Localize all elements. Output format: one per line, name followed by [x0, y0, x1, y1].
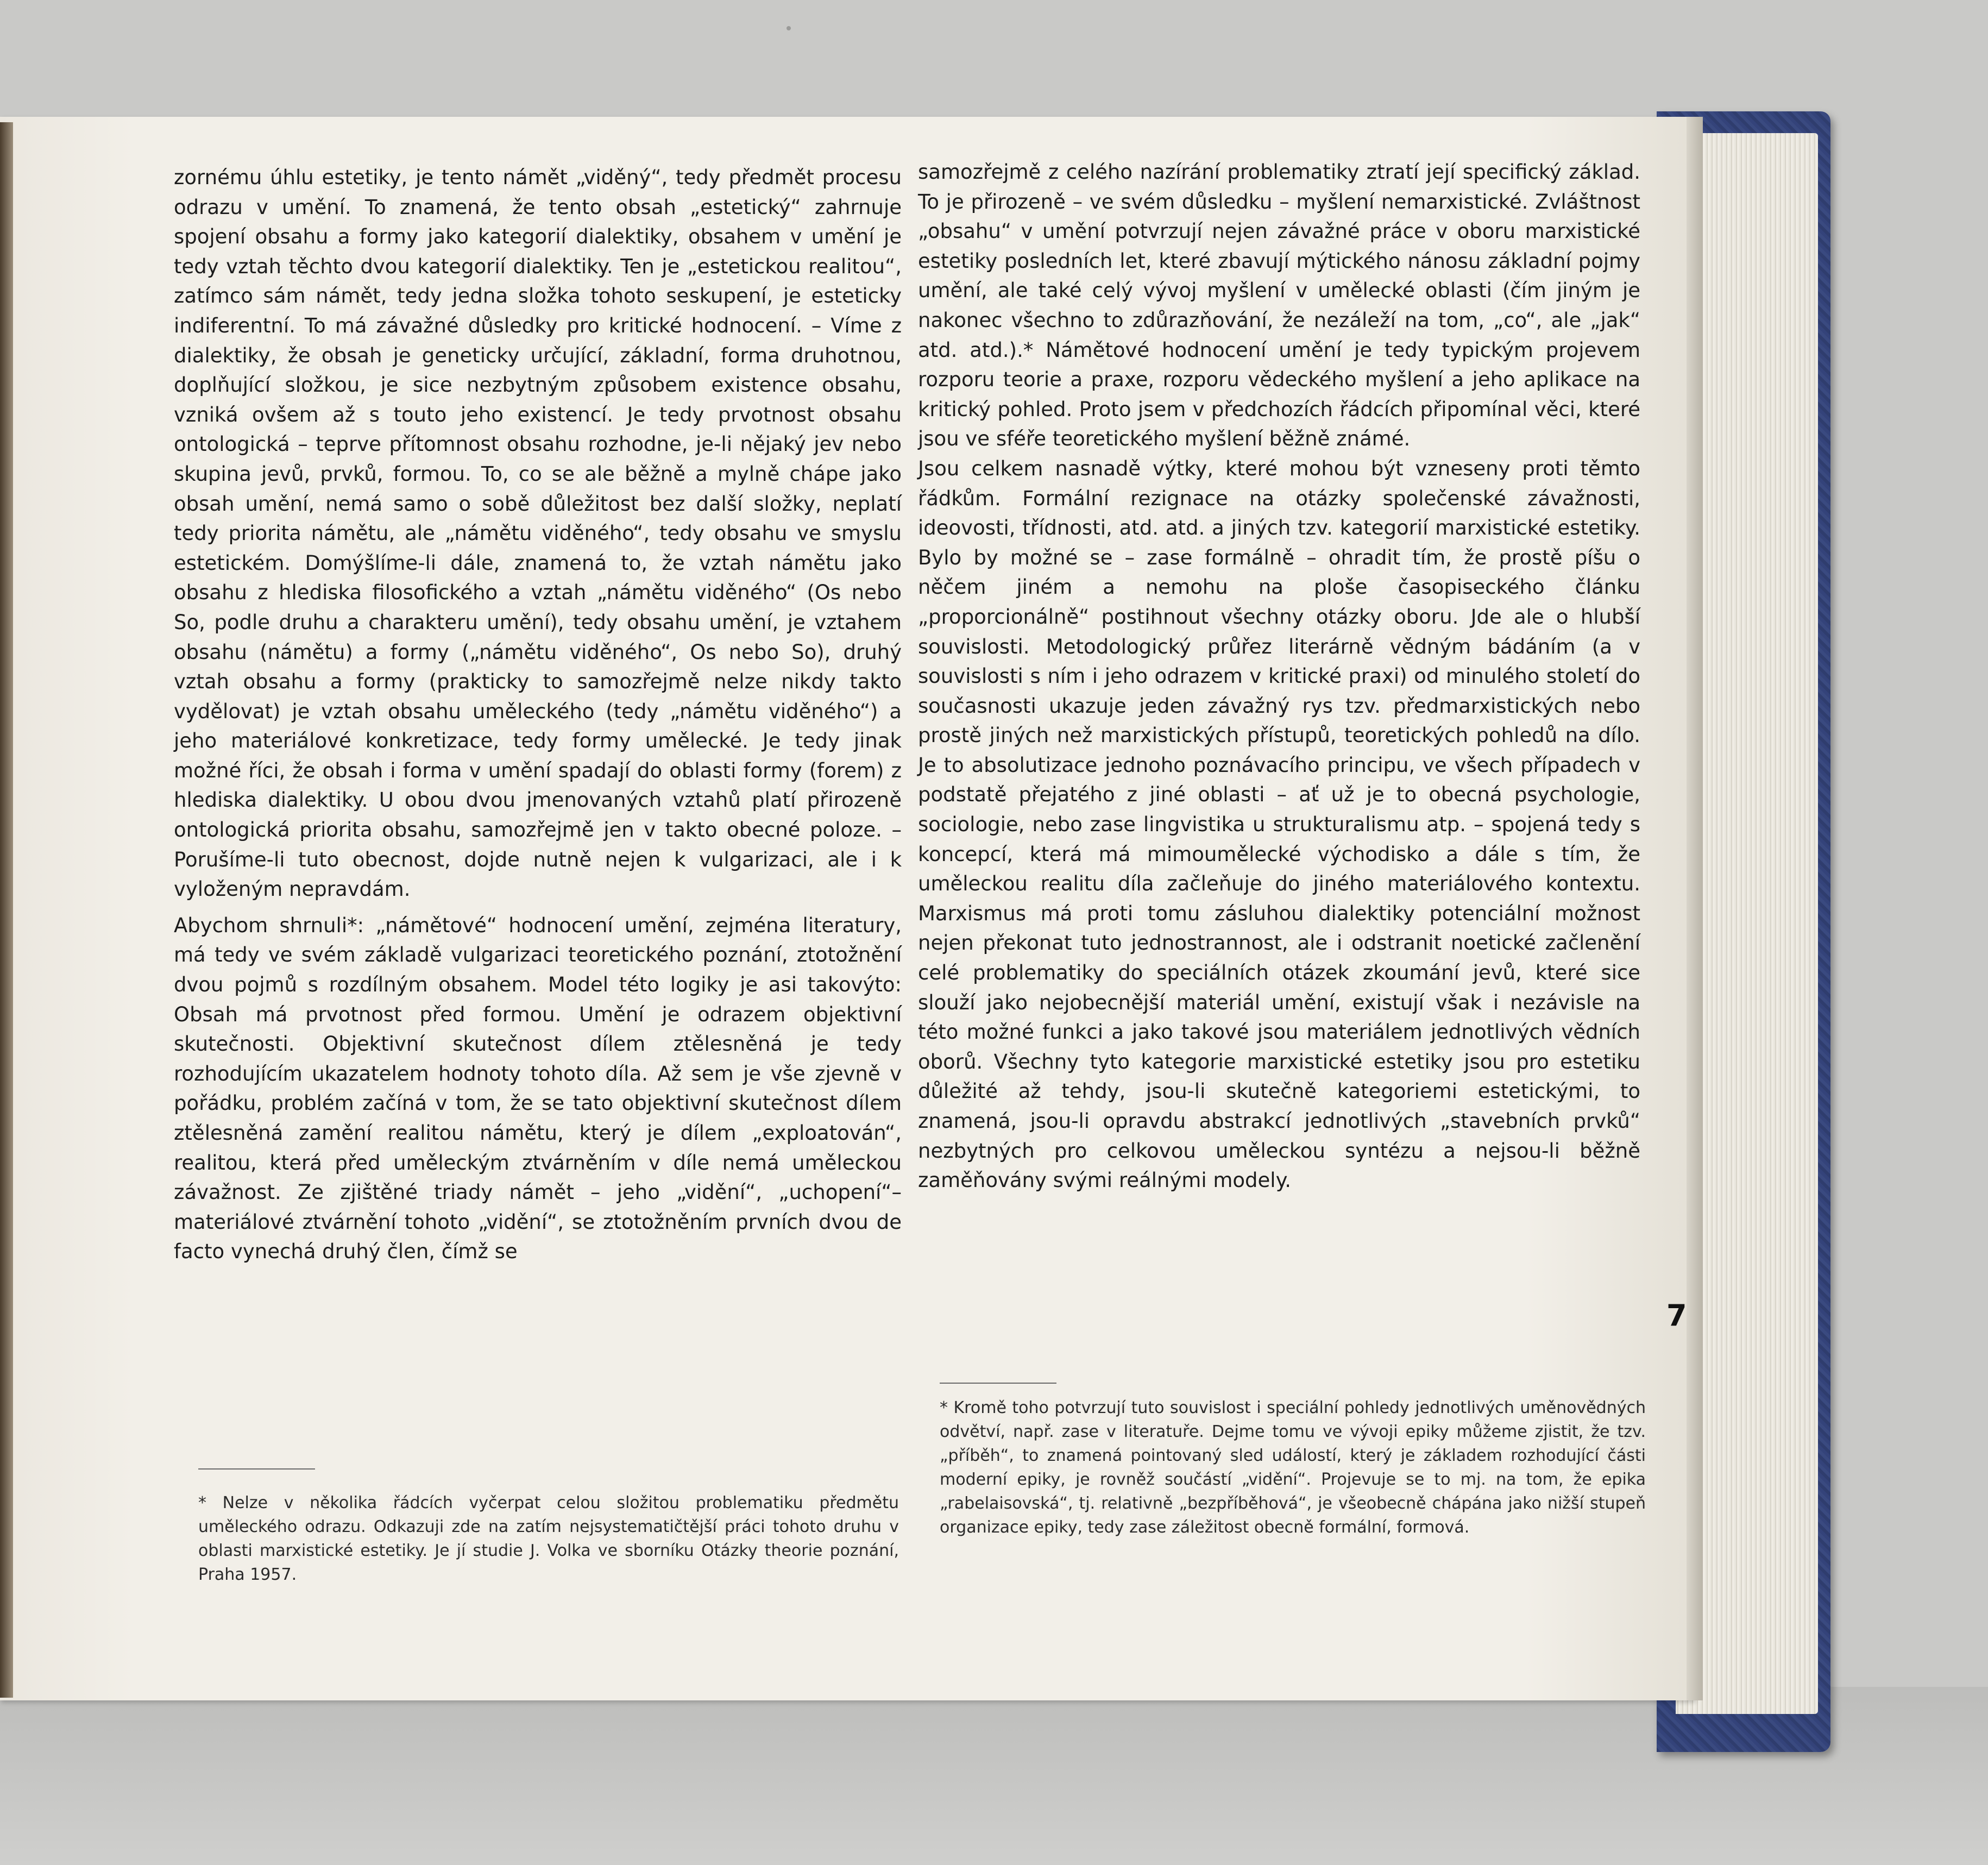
page-gutter [1687, 117, 1703, 1700]
left-text-column [174, 163, 902, 1267]
right-text-column [918, 158, 1640, 1196]
footnote-divider-right [940, 1383, 1056, 1384]
right-paragraph-1: samozřejmě z celého nazírání problematiky ztratí její specifický základ. To je přirozeně – ve svém důsledku – myšlení nemarxistické. Zvláštnost „obsahu“ v umění potvrzují nejen závažné práce v oboru marxistické estetiky posledních let, které zbavují mýtického nánosu základní pojmy umění, ale také celý vývoj myšlení v umělecké oblasti (čím jiným je nakonec všechno to zdůrazňování, že nezáleží na tom, „co“, ale „jak“ atd. atd.).* Námětové hodnocení umění je tedy typickým projevem rozporu teorie a praxe, rozporu vědeckého myšlení a jeho aplikace na kritický pohled. Proto jsem v předchozích řádcích připomínal věci, které jsou ve sféře teoretického myšlení běžně známé. [918, 160, 1640, 451]
page-number: 7 [1666, 1298, 1687, 1333]
right-paragraph-2: Jsou celkem nasnadě výtky, které mohou být vzneseny proti těmto řádkům. Formální rezignace na otázky společenské závažnosti, ideovosti, třídnosti, atd. atd. a jiných tzv. kategorií marxistické estetiky. Bylo by možné se – zase formálně – ohradit tím, že prostě píšu o něčem jiném a nemohu na ploše časopiseckého článku „proporcionálně“ postihnout všechny otázky oboru. Jde ale o hlubší souvislosti. Metodologický průřez literárně vědným bádáním (a v souvislosti s ním i jeho odrazem v kritické praxi) od minulého století do současnosti ukazuje jeden závažný rys tzv. předmarxistických nebo prostě jiných než marxistických přístupů, teoretických pohledů na dílo. Je to absolutizace jednoho poznávacího principu, ve všech případech v podstatě přejatého z jiné oblasti – ať už je to obecná psychologie, sociologie, nebo zase lingvistika u strukturalismu atp. – spojená tedy s koncepcí, která má mimoumělecké východisko a dále s tím, že uměleckou realitu díla začleňuje do jiného materiálového kontextu. Marxismus má proti tomu zásluhou dialektiky potenciální možnost nejen překonat tuto jednostrannost, ale i odstranit noetické začlenění celé problematiky do speciálních otázek zkoumání jevů, které sice slouží jako nejobecnější materiál umění, existují však i nezávisle na této možné funkci a jako takové jsou materiálem jednotlivých vědních oborů. Všechny tyto kategorie marxistické estetiky jsou pro estetiku důležité až tehdy, jsou-li skutečně kategoriemi estetickými, to znamená, jsou-li opravdu abstrakcí jednotlivých „stavebních prvků“ nezbytných pro celkovou uměleckou syntézu a nejsou-li běžně zaměňovány svými reálnými modely. [918, 456, 1640, 1192]
footnote-right: * Kromě toho potvrzují tuto souvislost i speciální pohledy jednotlivých uměnovědných odvětví, např. zase v literatuře. Dejme tomu ve vývoji epiky můžeme zjistit, že tzv. „příběh“, to znamená pointovaný sled událostí, který je základem rozhodující části moderní epiky, je rovněž součástí „vidění“. Projevuje se to mj. na tom, že epika „rabelaisovská“, tj. relativně „bezpříběhová“, je všeobecně chápána jako nižší stupeň organizace epiky, tedy zase záležitost obecně formální, formová. [940, 1398, 1646, 1537]
footnote-left: * Nelze v několika řádcích vyčerpat celou složitou problematiku předmětu uměleckého odrazu. Odkazuji zde na zatím nejsystematičtější práci tohoto druhu v oblasti marxistické estetiky. Je jí studie J. Volka ve sborníku Otázky theorie poznání, Praha 1957. [198, 1493, 899, 1584]
left-paragraph-1: zornému úhlu estetiky, je tento námět „viděný“, tedy předmět procesu odrazu v umění. To znamená, že tento obsah „estetický“ zahrnuje spojení obsahu a formy jako kategorií dialektiky, obsahem v umění je tedy vztah těchto dvou kategorií dialektiky. Ten je „estetickou realitou“, zatímco sám námět, tedy jedna složka tohoto seskupení, je esteticky indiferentní. To má závažné důsledky pro kritické hodnocení. – Víme z dialektiky, že obsah je geneticky určující, základní, forma druhotnou, doplňující složkou, je sice nezbytným způsobem existence obsahu, vzniká ovšem až s touto jeho existencí. Je tedy prvotnost obsahu ontologická – teprve přítomnost obsahu rozhodne, je-li nějaký jev nebo skupina jevů, prvků, formou. To, co se ale běžně a mylně chápe jako obsah umění, nemá samo o sobě důležitost bez další složky, neplatí tedy priorita námětu, ale „námětu viděného“, tedy obsahu ve smyslu estetickém. Domýšlíme-li dále, znamená to, že vztah námětu jako obsahu z hlediska filosofického a vztah „námětu viděného“ (Os nebo So, podle druhu a charakteru umění), tedy obsahu umění, je vztahem obsahu (námětu) a formy („námětu viděného“, Os nebo So), druhý vztah obsahu a formy (prakticky to samozřejmě nelze nikdy takto vydělovat) je vztah obsahu uměleckého (tedy „námětu viděného“) a jeho materiálové konkretizace, tedy formy umělecké. Je tedy jinak možné říci, že obsah i forma v umění spadají do oblasti formy (forem) z hlediska dialektiky. U obou dvou jmenovaných vztahů platí přirozeně ontologická priorita obsahu, samozřejmě jen v takto obecné poloze. – Porušíme-li tuto obecnost, dojde nutně nejen k vulgarizaci, ale i k vyloženým nepravdám. [174, 166, 902, 901]
dust-speck [787, 26, 791, 30]
left-paragraph-2: Abychom shrnuli*: „námětové“ hodnocení umění, zejména literatury, má tedy ve svém základě vulgarizaci teoretického poznání, ztotožnění dvou pojmů s rozdílným obsahem. Model této logiky je asi takovýto: Obsah má prvotnost před formou. Umění je odrazem objektivní skutečnosti. Objektivní skutečnost dílem ztělesněná je tedy rozhodujícím ukazatelem hodnoty tohoto díla. Až sem je vše zjevně v pořádku, problém začíná v tom, že se tato objektivní skutečnost dílem ztělesněná zamění realitou námětu, který je dílem „exploatován“, realitou, která před uměleckým ztvárněním v díle nemá uměleckou závažnost. Ze zjištěné triady námět – jeho „vidění“, „uchopení“– materiálové ztvárnění tohoto „vidění“, se ztotožněním prvních dvou de facto vynechá druhý člen, čímž se [174, 913, 902, 1264]
footnote-divider-left [198, 1468, 315, 1470]
binding-shadow [0, 122, 13, 1698]
